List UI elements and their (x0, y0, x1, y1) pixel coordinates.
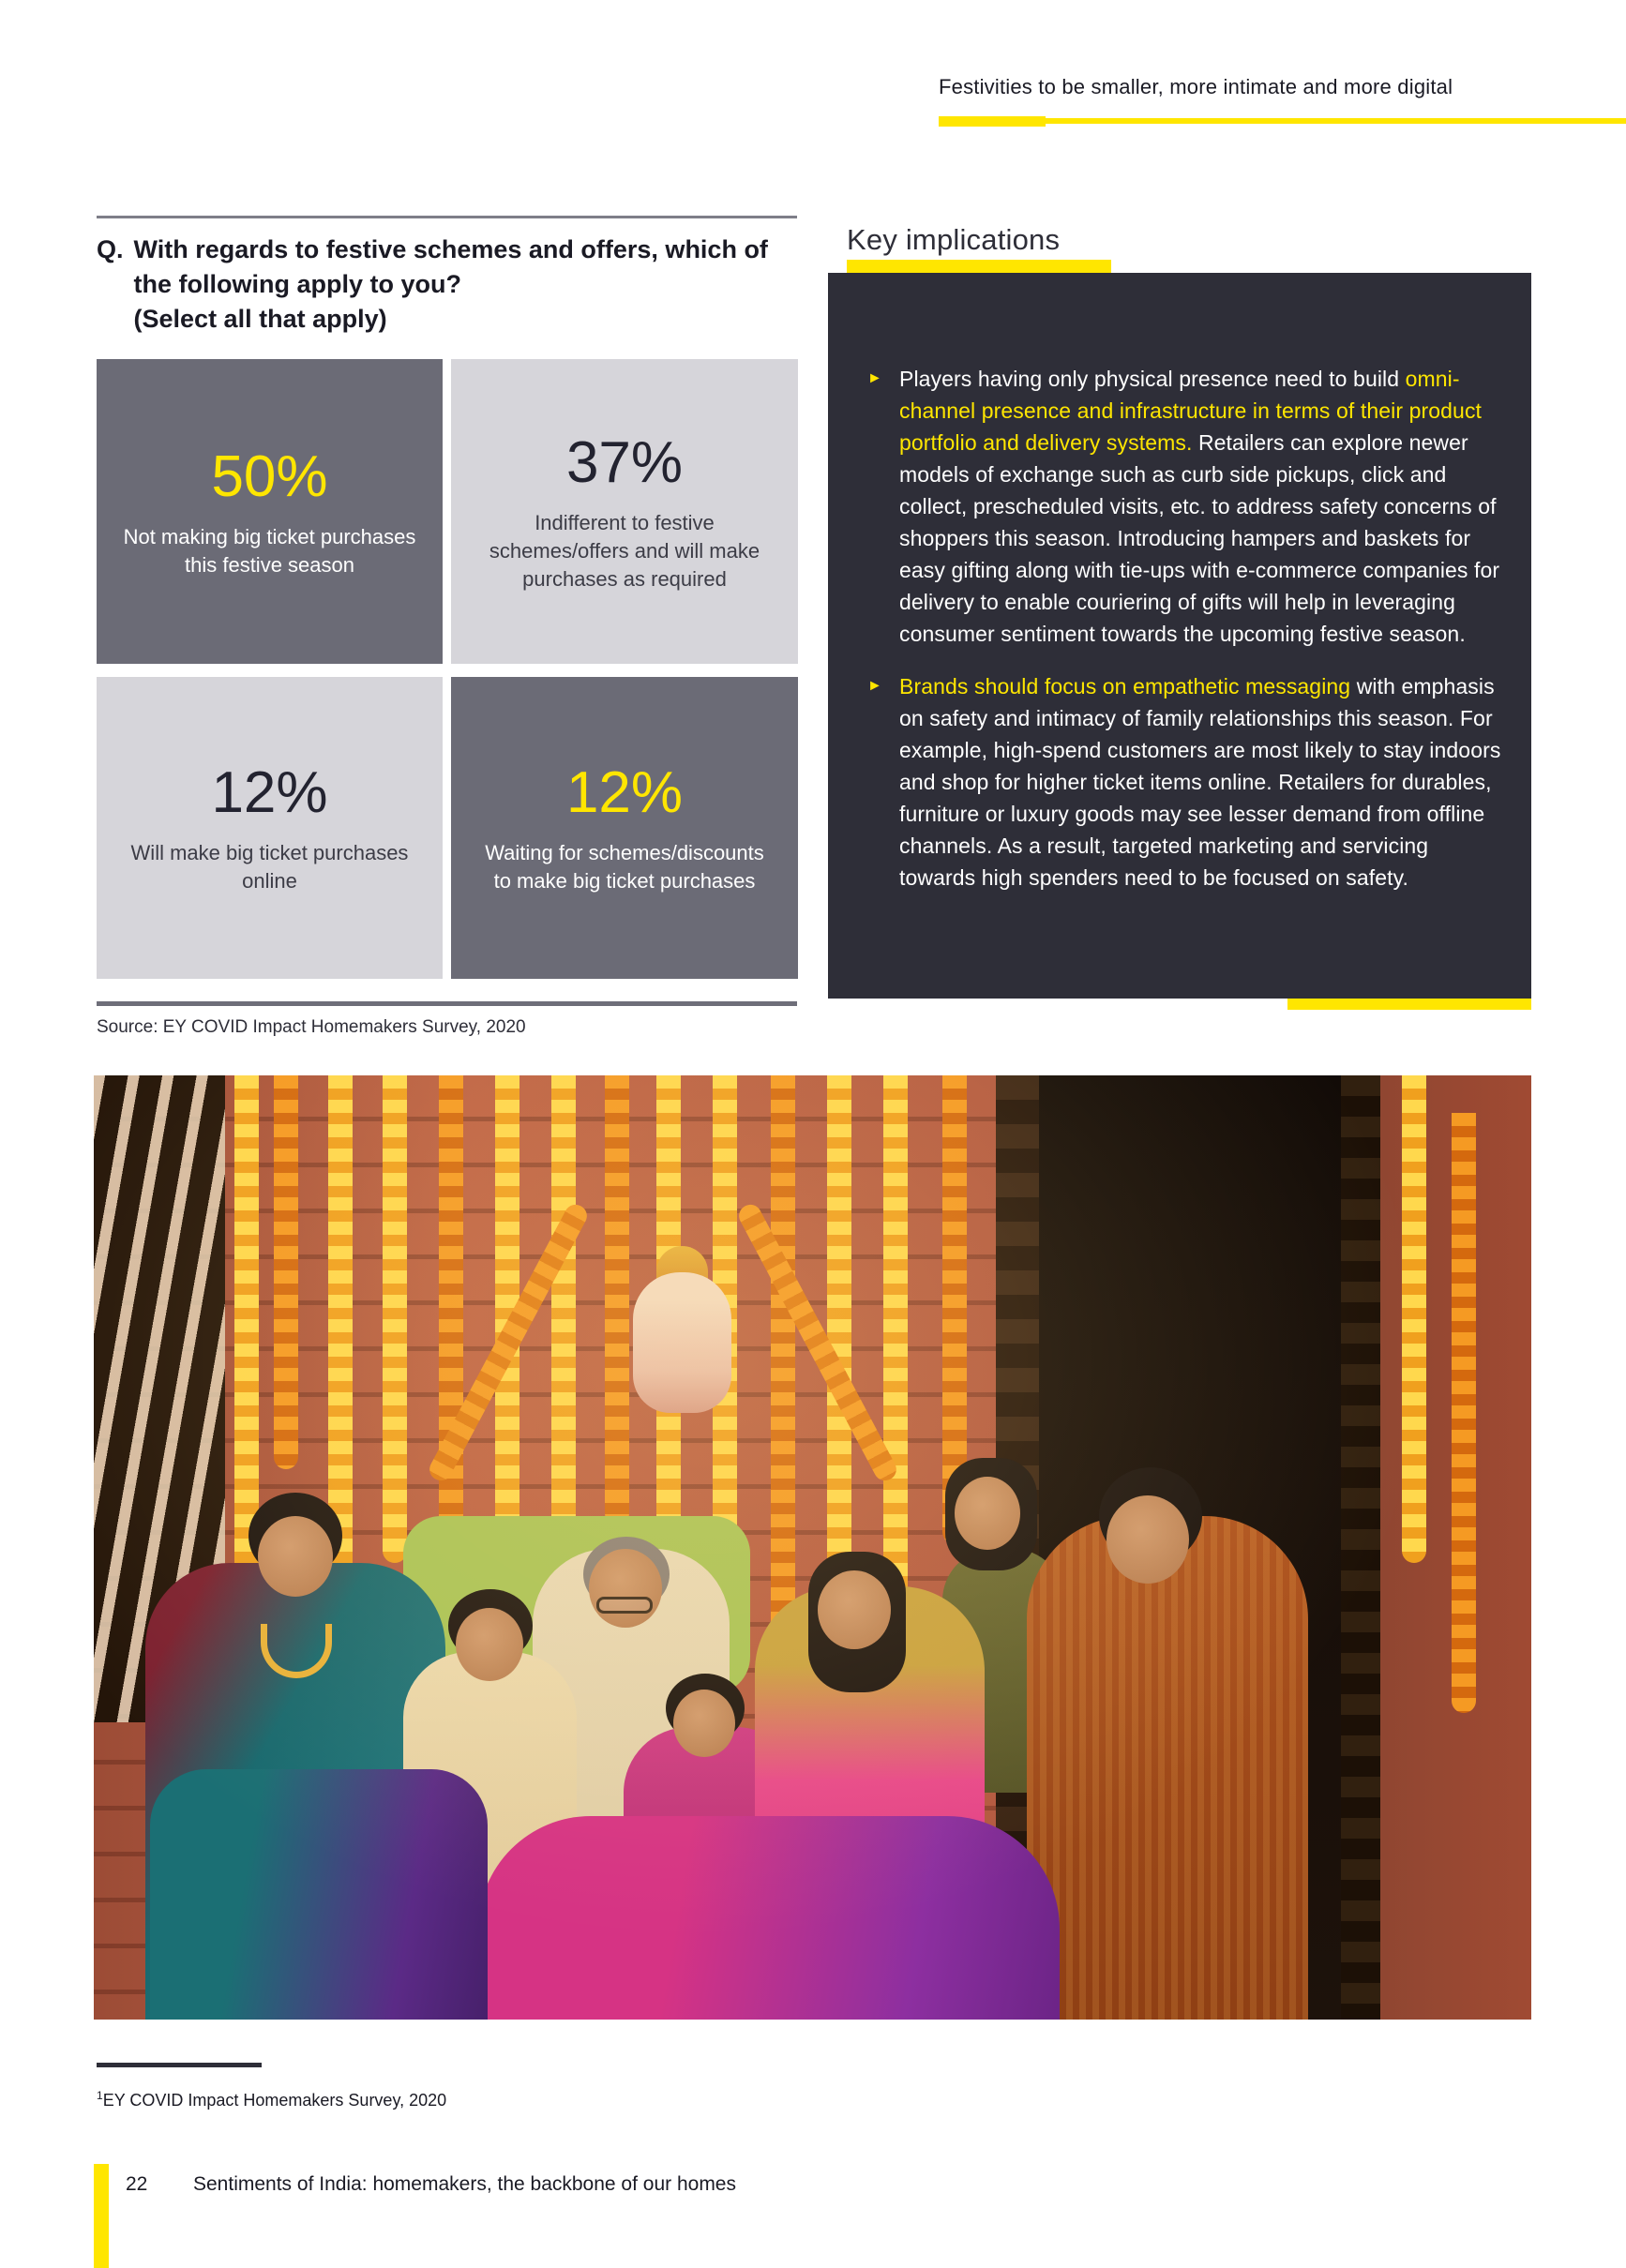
footnote-marker: 1 (97, 2089, 103, 2102)
key-implications-panel (828, 273, 1531, 999)
question-text: With regards to festive schemes and offers, which of the following apply to you? (133, 235, 768, 298)
stat-label: Waiting for schemes/discounts to make big ticket purchases (485, 841, 764, 893)
source-line: Source: EY COVID Impact Homemakers Survey, 2020 (97, 1017, 526, 1037)
footer-accent-bar (94, 2164, 109, 2268)
footer-page-number: 22 (126, 2173, 148, 2195)
footnote-rule (97, 2063, 262, 2067)
footnote-text: EY COVID Impact Homemakers Survey, 2020 (102, 2091, 447, 2110)
question-prefix: Q. (97, 235, 124, 263)
survey-question (97, 233, 805, 337)
footer-title: Sentiments of India: homemakers, the backbone of our homes (193, 2173, 736, 2195)
stat-box-indifferent (451, 359, 798, 664)
stat-grid (97, 359, 798, 979)
stat-box-online-purchases (97, 677, 443, 979)
question-body (134, 233, 805, 337)
key-implication-item (867, 363, 1509, 650)
stat-box-not-making-purchases (97, 359, 443, 664)
panel-accent-bar (1287, 999, 1531, 1010)
bullet-arrow-icon: ► (867, 678, 882, 694)
stat-box-waiting-for-schemes (451, 677, 798, 979)
festive-family-photo (94, 1075, 1531, 2020)
page-running-header: Festivities to be smaller, more intimate and more digital (939, 75, 1453, 98)
stat-value: 12% (565, 760, 684, 825)
stat-label: Indifferent to festive schemes/offers and will make purchases as required (489, 510, 760, 591)
bullet-arrow-icon: ► (867, 370, 882, 386)
footnote (97, 2089, 446, 2110)
header-accent-thin (1046, 118, 1626, 124)
stat-label: Will make big ticket purchases online (130, 841, 409, 893)
stats-bottom-divider (97, 1001, 797, 1006)
question-note: (Select all that apply) (133, 305, 387, 333)
photo-light-wash (94, 1075, 1531, 2020)
stat-value: 50% (211, 443, 328, 509)
stat-value: 37% (565, 429, 684, 495)
key-implications-accent-bar (847, 260, 1111, 273)
key-implication-item (867, 670, 1509, 894)
stat-value: 12% (211, 760, 328, 825)
key-implications-title: Key implications (847, 223, 1061, 256)
question-top-divider (97, 216, 797, 218)
key-implication-text: Brands should focus on empathetic messaging with emphasis on safety and intimacy of family relationships this season. For example, high-spend customers are most likely to stay indoors and shop for higher ticket items online. Retailers for durables, furniture or luxury goods may see lesser demand from offline channels. As a result, targeted marketing and servicing towards high spenders need to be focused on safety. (899, 674, 1501, 890)
header-accent-rule (939, 116, 1626, 128)
header-accent-thick (939, 116, 1046, 127)
key-implication-text: Players having only physical presence need to build omni-channel presence and infrastructure in terms of their product portfolio and delivery systems. Retailers can explore newer models of exchange such as curb side pickups, click and collect, prescheduled visits, etc. to address safety concerns of shoppers this season. Introducing hampers and baskets for easy gifting along with tie-ups with e-commerce companies for delivery to enable couriering of gifts will help in leveraging consumer sentiment towards the upcoming festive season. (899, 367, 1500, 646)
stat-label: Not making big ticket purchases this festive season (123, 524, 416, 577)
